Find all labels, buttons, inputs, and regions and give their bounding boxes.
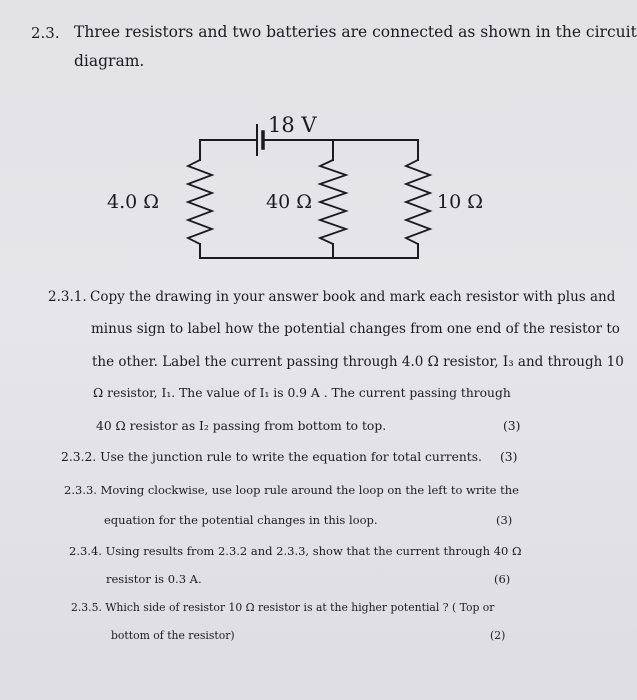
sub1-marks: (3) <box>503 419 521 433</box>
sub3-line-1: 2.3.3. Moving clockwise, use loop rule around the loop on the left to write the <box>64 483 519 497</box>
sub1-line-2: minus sign to label how the potential changes from one end of the resistor to <box>91 321 620 337</box>
battery-label: 18 V <box>268 113 317 137</box>
sub-question-number: 2.3.1. <box>48 289 87 305</box>
resistor-right-label: 10 Ω <box>437 191 483 213</box>
sub3-marks: (3) <box>496 513 513 527</box>
question-text-line-1: Three resistors and two batteries are connected as shown in the circuit <box>74 23 637 41</box>
resistor-right-zigzag <box>406 160 430 244</box>
sub4-marks: (6) <box>494 572 511 586</box>
circuit-diagram <box>0 100 568 290</box>
sub1-line-4: Ω resistor, I₁. The value of I₁ is 0.9 A . The current passing through <box>93 386 511 400</box>
sub4-line-2: resistor is 0.3 A. <box>106 572 202 586</box>
sub4-line-1: 2.3.4. Using results from 2.3.2 and 2.3.3, show that the current through 40 Ω <box>69 544 522 558</box>
sub2-marks: (3) <box>500 450 518 464</box>
sub1-line-1: Copy the drawing in your answer book and mark each resistor with plus and <box>90 289 616 305</box>
sub5-marks: (2) <box>490 629 506 642</box>
bottom-wire <box>200 244 418 258</box>
question-text-line-2: diagram. <box>74 52 145 70</box>
resistor-mid-label: 40 Ω <box>266 191 312 213</box>
resistor-left-label: 4.0 Ω <box>107 191 160 213</box>
sub5-line-2: bottom of the resistor) <box>111 629 235 642</box>
sub5-line-1: 2.3.5. Which side of resistor 10 Ω resistor is at the higher potential ? ( Top or <box>71 601 495 614</box>
sub1-line-5: 40 Ω resistor as I₂ passing from bottom to top. <box>96 419 387 433</box>
sub1-line-3: the other. Label the current passing through 4.0 Ω resistor, I₃ and through 10 <box>92 354 624 370</box>
resistor-mid-zigzag <box>320 160 346 244</box>
sub3-line-2: equation for the potential changes in this loop. <box>104 513 378 527</box>
resistor-left-zigzag <box>188 160 212 244</box>
question-number: 2.3. <box>31 24 60 42</box>
sub2-text: 2.3.2. Use the junction rule to write the equation for total currents. <box>61 450 482 464</box>
